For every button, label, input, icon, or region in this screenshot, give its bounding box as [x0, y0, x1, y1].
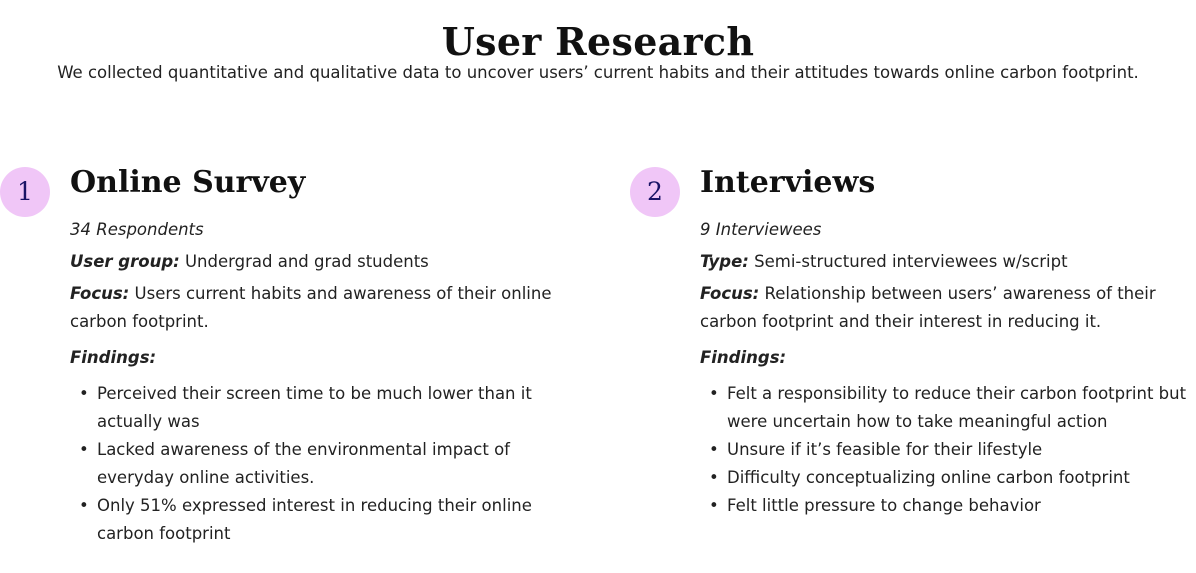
- list-item: [700, 436, 1196, 464]
- bullet-icon: •: [709, 496, 719, 515]
- intro-text: We collected quantitative and qualitative data to uncover users’ current habits and their attitudes towards online carbon footprint.: [57, 63, 1139, 82]
- user-group-label: User group:: [70, 252, 180, 271]
- type-line: [700, 248, 1196, 276]
- findings-list: [700, 380, 1196, 520]
- user-group-line: [70, 248, 580, 276]
- list-item: [70, 492, 580, 548]
- section-content: [70, 165, 580, 548]
- finding-text: Unsure if it’s feasible for their lifestyle: [727, 440, 1043, 459]
- section-number-badge: 1: [0, 167, 50, 217]
- bullet-icon: •: [79, 440, 89, 459]
- findings-list: [70, 380, 580, 548]
- findings-label: Findings:: [700, 348, 787, 367]
- finding-text: Felt a responsibility to reduce their carbon footprint but were uncertain how to take meaningful action: [727, 384, 1187, 431]
- focus-value: Users current habits and awareness of their online carbon footprint.: [70, 284, 552, 331]
- focus-label: Focus:: [70, 284, 130, 303]
- section-content: [700, 165, 1196, 520]
- bullet-icon: •: [709, 384, 719, 403]
- list-item: [700, 464, 1196, 492]
- focus-line: [700, 280, 1196, 336]
- bullet-icon: •: [79, 384, 89, 403]
- finding-text: Lacked awareness of the environmental impact of everyday online activities.: [97, 440, 510, 487]
- type-label: Type:: [700, 252, 749, 271]
- section-number-badge: 2: [630, 167, 680, 217]
- bullet-icon: •: [79, 496, 89, 515]
- user-group-value: Undergrad and grad students: [179, 252, 429, 271]
- page-title: User Research: [441, 19, 755, 65]
- list-item: [700, 492, 1196, 520]
- bullet-icon: •: [709, 468, 719, 487]
- finding-text: Felt little pressure to change behavior: [727, 496, 1041, 515]
- section-title: Online Survey: [70, 165, 306, 200]
- section-title: Interviews: [700, 165, 876, 200]
- finding-text: Only 51% expressed interest in reducing their online carbon footprint: [97, 496, 532, 543]
- finding-text: Perceived their screen time to be much lower than it actually was: [97, 384, 532, 431]
- list-item: [70, 436, 580, 492]
- list-item: [70, 380, 580, 436]
- type-value: Semi-structured interviewees w/script: [748, 252, 1068, 271]
- focus-line: [70, 280, 580, 336]
- focus-label: Focus:: [700, 284, 760, 303]
- bullet-icon: •: [709, 440, 719, 459]
- interviewee-count: 9 Interviewees: [700, 220, 822, 239]
- list-item: [700, 380, 1196, 436]
- finding-text: Difficulty conceptualizing online carbon footprint: [727, 468, 1130, 487]
- findings-label: Findings:: [70, 348, 157, 367]
- focus-value: Relationship between users’ awareness of their carbon footprint and their interest in reducing it.: [700, 284, 1156, 331]
- respondent-count: 34 Respondents: [70, 220, 204, 239]
